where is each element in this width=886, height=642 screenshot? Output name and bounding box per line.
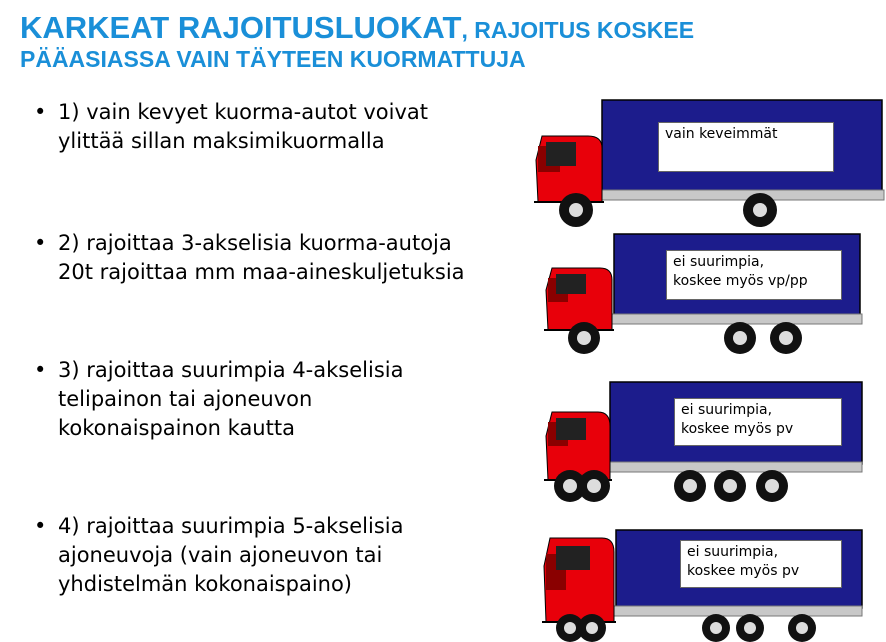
- wheel: [674, 470, 706, 502]
- truck-label: ei suurimpia, koskee myös pv: [680, 540, 842, 588]
- cab-window: [556, 274, 586, 294]
- bullet-marker: •: [34, 231, 47, 255]
- truck-illustration-2-axle: [528, 98, 884, 230]
- bullet-item-4: [34, 512, 403, 599]
- bullet-text: 2) rajoittaa 3-akselisia kuorma-autoja 20t rajoittaa mm maa-aineskuljetuksia: [58, 231, 465, 284]
- bullet-marker: •: [34, 358, 47, 382]
- bullet-item-1: [34, 98, 428, 156]
- bullet-text: 4) rajoittaa suurimpia 5-akselisia ajoneuvoja (vain ajoneuvon tai yhdistelmän kokonaispaino): [58, 514, 404, 596]
- truck-illustration-4-axle: [540, 380, 864, 508]
- chassis: [606, 606, 862, 616]
- wheel: [788, 614, 816, 642]
- cab-window: [546, 142, 576, 166]
- bullet-marker: •: [34, 100, 47, 124]
- title-line2: PÄÄASIASSA VAIN TÄYTEEN KUORMATTUJA: [20, 46, 526, 73]
- cab-window: [556, 546, 590, 570]
- wheel: [756, 470, 788, 502]
- chassis: [592, 190, 884, 200]
- truck-label: vain keveimmät: [658, 122, 834, 172]
- bullet-item-2: [34, 229, 465, 287]
- wheel: [702, 614, 730, 642]
- title-main: KARKEAT RAJOITUSLUOKAT: [20, 10, 462, 45]
- bullet-text: 1) vain kevyet kuorma-autot voivat ylittää sillan maksimikuormalla: [58, 100, 429, 153]
- chassis: [604, 314, 862, 324]
- truck-label: ei suurimpia, koskee myös pv: [674, 398, 842, 446]
- wheel: [578, 470, 610, 502]
- wheel: [724, 322, 756, 354]
- wheel: [743, 193, 777, 227]
- wheel: [559, 193, 593, 227]
- truck-label: ei suurimpia, koskee myös vp/pp: [666, 250, 842, 300]
- cab-window: [556, 418, 586, 440]
- bullet-text: 3) rajoittaa suurimpia 4-akselisia telipainon tai ajoneuvon kokonaispainon kautta: [58, 358, 404, 440]
- wheel: [770, 322, 802, 354]
- bullet-marker: •: [34, 514, 47, 538]
- wheel: [578, 614, 606, 642]
- truck-illustration-5-axle: [540, 530, 864, 640]
- title-suffix: , RAJOITUS KOSKEE: [461, 17, 695, 43]
- bullet-item-3: [34, 356, 403, 443]
- wheel: [714, 470, 746, 502]
- wheel: [736, 614, 764, 642]
- truck-illustration-3-axle: [540, 232, 864, 358]
- slide-title: [20, 10, 694, 72]
- wheel: [568, 322, 600, 354]
